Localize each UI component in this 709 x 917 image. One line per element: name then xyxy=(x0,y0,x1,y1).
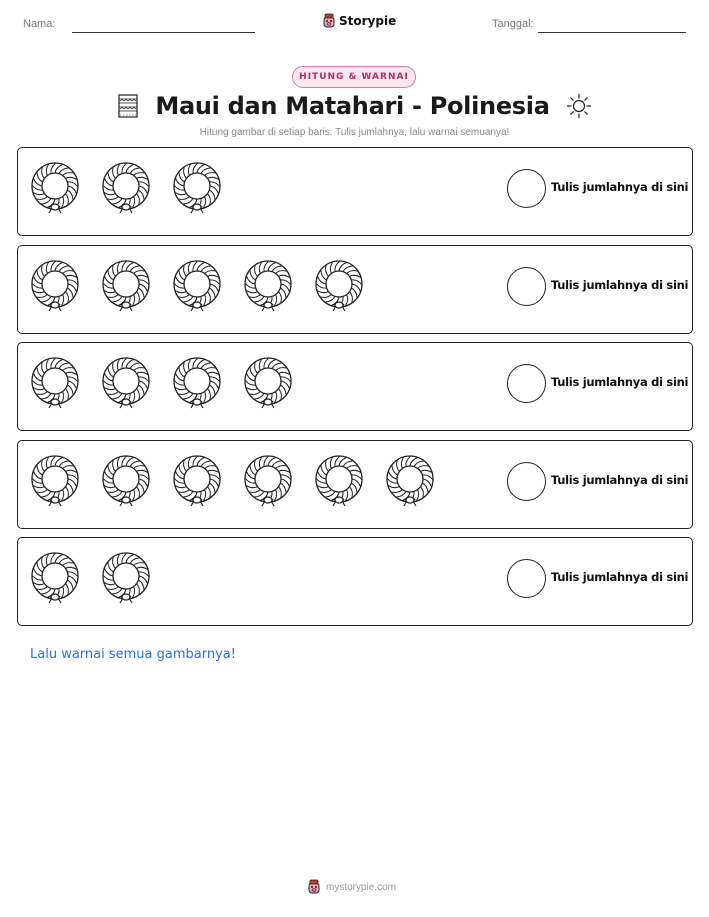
title-row xyxy=(0,92,709,120)
answer-circle[interactable] xyxy=(507,559,546,598)
answer-circle[interactable] xyxy=(507,364,546,403)
rope-wreath-icon xyxy=(172,357,222,409)
wreath-group xyxy=(30,260,364,312)
rope-wreath-icon xyxy=(101,552,151,604)
footer-url: mystorypie.com xyxy=(326,881,397,893)
name-label: Nama: xyxy=(23,18,56,30)
answer-label: Tulis jumlahnya di sini xyxy=(551,180,689,194)
counting-rows xyxy=(17,147,693,635)
answer-label: Tulis jumlahnya di sini xyxy=(551,472,689,487)
counting-row xyxy=(17,245,693,334)
rope-wreath-icon xyxy=(101,357,151,409)
answer-label: Tulis jumlahnya di sini xyxy=(551,277,689,292)
rope-wreath-icon xyxy=(314,260,364,312)
date-label: Tanggal: xyxy=(492,18,534,30)
rope-wreath-icon xyxy=(30,357,80,409)
rope-wreath-icon xyxy=(385,455,435,507)
rope-wreath-icon xyxy=(30,260,80,312)
rope-wreath-icon xyxy=(314,455,364,507)
instructions: Hitung gambar di setiap baris. Tulis jumlahnya, lalu warnai semuanya! xyxy=(199,127,510,138)
counting-row xyxy=(17,537,693,626)
answer-circle[interactable] xyxy=(507,462,546,501)
rope-wreath-icon xyxy=(243,260,293,312)
page-title: Maui dan Matahari - Polinesia xyxy=(155,92,550,120)
wreath-group xyxy=(30,552,151,604)
answer-circle[interactable] xyxy=(507,267,546,306)
rope-wreath-icon xyxy=(30,552,80,604)
rope-wreath-icon xyxy=(30,162,80,214)
counting-row xyxy=(17,342,693,431)
activity-badge: HITUNG & WARNAI xyxy=(292,66,416,88)
rope-wreath-icon xyxy=(30,455,80,507)
sun-icon xyxy=(566,93,592,119)
wreath-group xyxy=(30,357,293,409)
pig-mascot-icon xyxy=(307,879,321,895)
coloring-note: Lalu warnai semua gambarnya! xyxy=(30,647,236,662)
rope-wreath-icon xyxy=(172,162,222,214)
wreath-group xyxy=(30,162,222,214)
rope-wreath-icon xyxy=(243,455,293,507)
date-line[interactable] xyxy=(538,32,686,33)
tapa-cloth-icon xyxy=(117,93,139,119)
brand-logo xyxy=(322,13,396,29)
rope-wreath-icon xyxy=(101,455,151,507)
answer-label: Tulis jumlahnya di sini xyxy=(551,570,689,584)
rope-wreath-icon xyxy=(243,357,293,409)
rope-wreath-icon xyxy=(172,455,222,507)
pig-mascot-icon xyxy=(322,13,336,29)
brand-name: Storypie xyxy=(339,14,397,28)
footer xyxy=(307,879,396,895)
counting-row xyxy=(17,440,693,529)
rope-wreath-icon xyxy=(101,260,151,312)
wreath-group xyxy=(30,455,435,507)
counting-row xyxy=(17,147,693,236)
answer-label: Tulis jumlahnya di sini xyxy=(551,375,689,389)
answer-circle[interactable] xyxy=(507,169,546,208)
rope-wreath-icon xyxy=(101,162,151,214)
rope-wreath-icon xyxy=(172,260,222,312)
name-line[interactable] xyxy=(72,32,255,33)
